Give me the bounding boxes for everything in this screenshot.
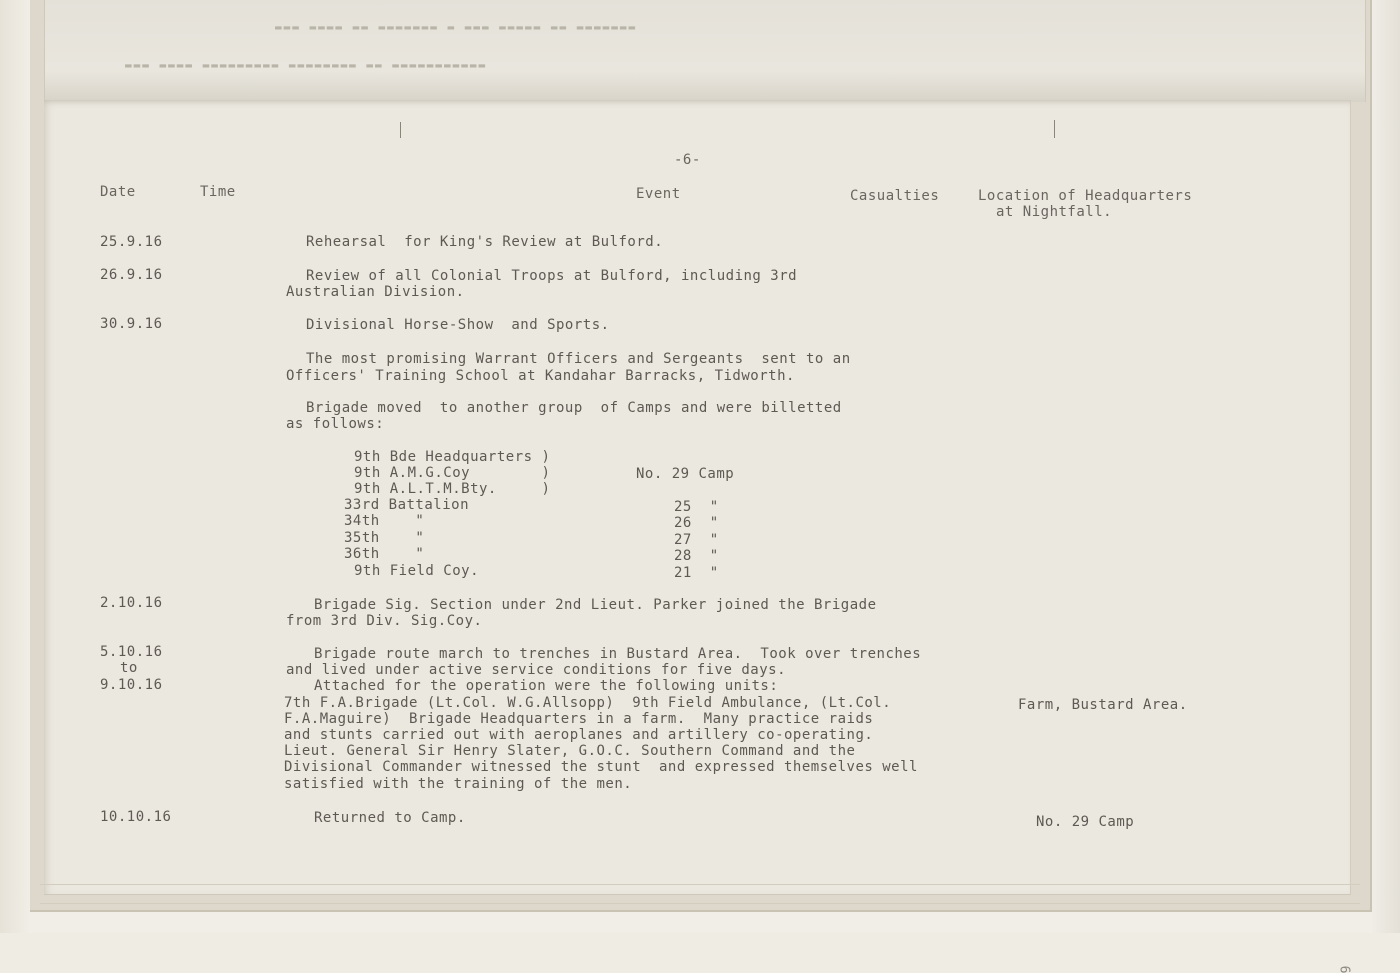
billet-camp: 26 "	[674, 515, 719, 531]
entry-event-line: Brigade Sig. Section under 2nd Lieut. Parker joined the Brigade	[314, 597, 877, 613]
header-location-line1: Location of Headquarters	[978, 188, 1193, 204]
entry-date: 10.10.16	[100, 809, 172, 825]
entry-event-line: 7th F.A.Brigade (Lt.Col. W.G.Allsopp) 9th Field Ambulance, (Lt.Col.	[284, 695, 892, 711]
billet-unit: 35th "	[344, 530, 425, 546]
entry-event: Rehearsal for King's Review at Bulford.	[306, 234, 664, 250]
billet-camp: 28 "	[674, 548, 719, 564]
entry-location: Farm, Bustard Area.	[1018, 697, 1188, 713]
bleed-through-text: ▬▬▬ ▬▬▬▬ ▬▬▬▬▬▬▬▬▬ ▬▬▬▬▬▬▬▬ ▬▬ ▬▬▬▬▬▬▬▬▬▬▬	[125, 60, 488, 73]
entry-event-line: Lieut. General Sir Henry Slater, G.O.C. Southern Command and the	[284, 743, 856, 759]
billet-unit: 33rd Battalion	[344, 497, 470, 513]
page-number: -6-	[674, 152, 701, 168]
pen-tick-mark	[400, 122, 401, 138]
entry-event-line: Brigade route march to trenches in Bustard Area. Took over trenches	[314, 646, 922, 662]
entry-date: 30.9.16	[100, 316, 163, 332]
billet-unit: 9th Bde Headquarters )	[354, 449, 551, 465]
header-date: Date	[100, 184, 136, 200]
billet-unit: 9th Field Coy.	[354, 563, 480, 579]
header-location-line2: at Nightfall.	[996, 204, 1113, 220]
header-time: Time	[200, 184, 236, 200]
document-page	[44, 100, 1352, 973]
stacked-page-edges	[40, 884, 1360, 904]
entry-date: 25.9.16	[100, 234, 163, 250]
folded-top-page	[44, 0, 1366, 102]
billet-camp: 25 "	[674, 499, 719, 515]
entry-event-line: Australian Division.	[286, 284, 465, 300]
billet-unit: 34th "	[344, 513, 425, 529]
corner-page-mark: 6	[1336, 965, 1352, 973]
entry-event-line: Brigade moved to another group of Camps and were billetted	[306, 400, 842, 416]
billet-camp: No. 29 Camp	[636, 466, 735, 482]
entry-date: 2.10.16	[100, 595, 163, 611]
billet-camp: 27 "	[674, 532, 719, 548]
entry-event-line: Attached for the operation were the following units:	[314, 678, 779, 694]
bleed-through-text: ▬▬▬ ▬▬▬▬ ▬▬ ▬▬▬▬▬▬▬ ▬ ▬▬▬ ▬▬▬▬▬ ▬▬ ▬▬▬▬▬▬▬	[275, 22, 638, 35]
entry-event-line: and stunts carried out with aeroplanes and artillery co-operating.	[284, 727, 874, 743]
entry-event-line: Review of all Colonial Troops at Bulford, including 3rd	[306, 268, 798, 284]
entry-location: No. 29 Camp	[1036, 814, 1135, 830]
entry-event-line: from 3rd Div. Sig.Coy.	[286, 613, 483, 629]
billet-unit: 9th A.L.T.M.Bty. )	[354, 481, 551, 497]
header-casualties: Casualties	[850, 188, 940, 204]
entry-event-line: Divisional Commander witnessed the stunt and expressed themselves well	[284, 759, 918, 775]
entry-date: 5.10.16	[100, 644, 163, 660]
billet-camp: 21 "	[674, 565, 719, 581]
billet-unit: 36th "	[344, 546, 425, 562]
entry-date: 9.10.16	[100, 677, 163, 693]
entry-date-to: to	[120, 660, 138, 676]
entry-event-line: The most promising Warrant Officers and Sergeants sent to an	[306, 351, 851, 367]
entry-event-line: and lived under active service conditions for five days.	[286, 662, 787, 678]
entry-event: Returned to Camp.	[314, 810, 466, 826]
pen-tick-mark	[1054, 120, 1055, 138]
header-event: Event	[636, 186, 681, 202]
billet-unit: 9th A.M.G.Coy )	[354, 465, 551, 481]
entry-event-line: Officers' Training School at Kandahar Barracks, Tidworth.	[286, 368, 795, 384]
entry-date: 26.9.16	[100, 267, 163, 283]
entry-event-line: F.A.Maguire) Brigade Headquarters in a farm. Many practice raids	[284, 711, 874, 727]
entry-event-line: as follows:	[286, 416, 385, 432]
entry-event: Divisional Horse-Show and Sports.	[306, 317, 610, 333]
entry-event-line: satisfied with the training of the men.	[284, 776, 633, 792]
